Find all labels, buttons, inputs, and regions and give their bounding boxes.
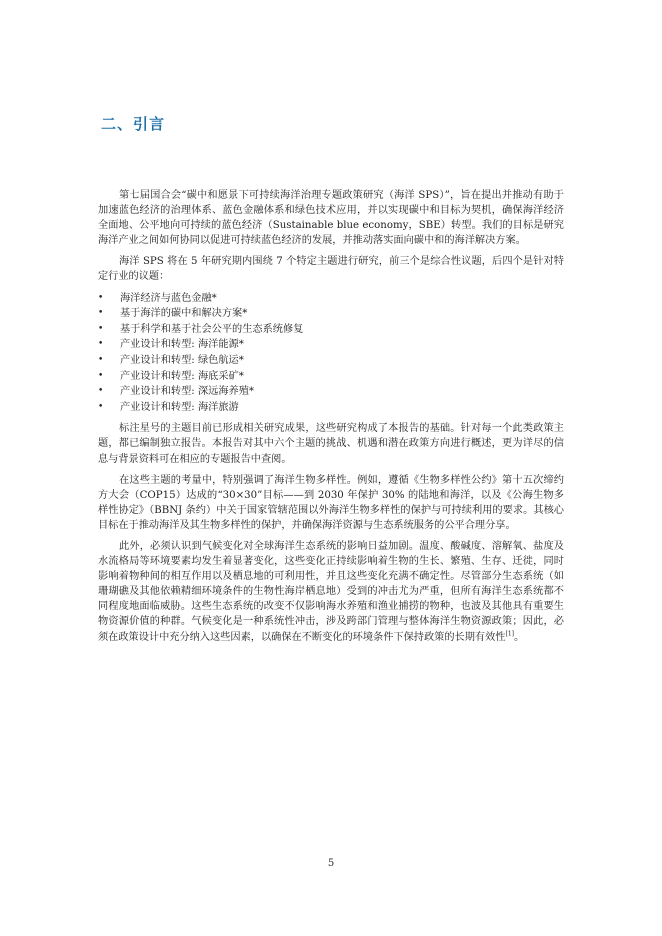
bullet-icon: •	[98, 339, 104, 350]
bullet-icon: •	[98, 401, 104, 412]
paragraph-report-basis: 标注星号的主题目前已形成相关研究成果，这些研究构成了本报告的基础。针对每一个此类政策主题，都已编制独立报告。本报告对其中六个主题的挑战、机遇和潜在政策方向进行概述，更为详尽的信息与背景资料可在相应的专题报告中查阅。	[98, 423, 564, 465]
topic-label: 产业设计和转型: 海底采矿*	[120, 370, 244, 382]
topic-label: 基于科学和基于社会公平的生态系统修复	[120, 323, 304, 335]
paragraph-climate-end: 。	[514, 631, 525, 643]
paragraph-topics-intro: 海洋 SPS 将在 5 年研究期内围绕 7 个特定主题进行研究，前三个是综合性议题，后四个是针对特定行业的议题：	[98, 256, 564, 283]
bullet-icon: •	[98, 323, 104, 334]
bullet-icon: •	[98, 354, 104, 365]
bullet-icon: •	[98, 370, 104, 381]
list-item	[98, 353, 564, 369]
topic-label: 产业设计和转型: 海洋能源*	[120, 339, 244, 351]
list-item	[98, 400, 564, 416]
page-number: 5	[327, 858, 335, 869]
list-item	[98, 306, 564, 322]
body-text	[98, 188, 564, 651]
list-item	[98, 369, 564, 385]
list-item	[98, 337, 564, 353]
bullet-icon: •	[98, 292, 104, 303]
list-item	[98, 291, 564, 307]
paragraph-climate-text: 此外，必须认识到气候变化对全球海洋生态系统的影响日益加剧。温度、酸碱度、溶解氧、盐度及水流格局等环境要素均发生着显著变化，这些变化正持续影响着生物的生长、繁殖、生存、迁徙，同时影响着物种间的相互作用以及栖息地的可利用性，并且这些变化充满不确定性。尽管部分生态系统（如珊瑚礁及其他依赖精细环境条件的生物性海岸栖息地）受到的冲击尤为严重，但所有海洋生态系统都不同程度地面临威胁。这些生态系统的改变不仅影响海水养殖和渔业捕捞的物种，也波及其他具有重要生物资源价值的种群。气候变化是一种系统性冲击，涉及跨部门管理与整体海洋生物资源政策；因此，必须在政策设计中充分纳入这些因素，以确保在不断变化的环境条件下保持政策的长期有效性	[98, 540, 564, 643]
topic-label: 基于海洋的碳中和解决方案*	[120, 308, 248, 320]
paragraph-intro: 第七届国合会“碳中和愿景下可持续海洋治理专题政策研究（海洋 SPS）”，旨在提出并推动有助于加速蓝色经济的治理体系、蓝色金融体系和绿色技术应用，并以实现碳中和目标为契机，确保海洋经济全面地、公平地向可持续的蓝色经济（Sustainable blue economy，SBE）转型。我们的目标是研究海洋产业之间如何协同以促进可持续蓝色经济的发展，并推动落实面向碳中和的海洋解决方案。	[98, 190, 564, 247]
bullet-icon: •	[98, 308, 104, 319]
section-heading: 二、引言	[101, 115, 166, 133]
bullet-icon: •	[98, 386, 104, 397]
topic-label: 产业设计和转型: 绿色航运*	[120, 354, 244, 366]
topic-label: 产业设计和转型: 海洋旅游	[120, 401, 239, 413]
list-item	[98, 384, 564, 400]
topic-label: 海洋经济与蓝色金融*	[120, 292, 217, 304]
footnote-reference[interactable]: [1]	[505, 630, 514, 638]
paragraph-biodiversity: 在这些主题的考量中，特别强调了海洋生物多样性。例如，遵循《生物多样性公约》第十五次缔约方大会（COP15）达成的“30×30”目标——到 2030 年保护 30% 的陆地和海洋，以及《公海生物多样性协定》（BBNJ 条约）中关于国家管辖范围以外海洋生物多样性的保护与可持续利用的要求。其核心目标在于推动海洋及其生物多样性的保护，并确保海洋资源与生态系统服务的公平合理分享。	[98, 474, 564, 531]
paragraph-climate	[98, 539, 564, 645]
list-item	[98, 322, 564, 338]
topic-list	[98, 291, 564, 416]
topic-label: 产业设计和转型: 深远海养殖*	[120, 386, 255, 398]
